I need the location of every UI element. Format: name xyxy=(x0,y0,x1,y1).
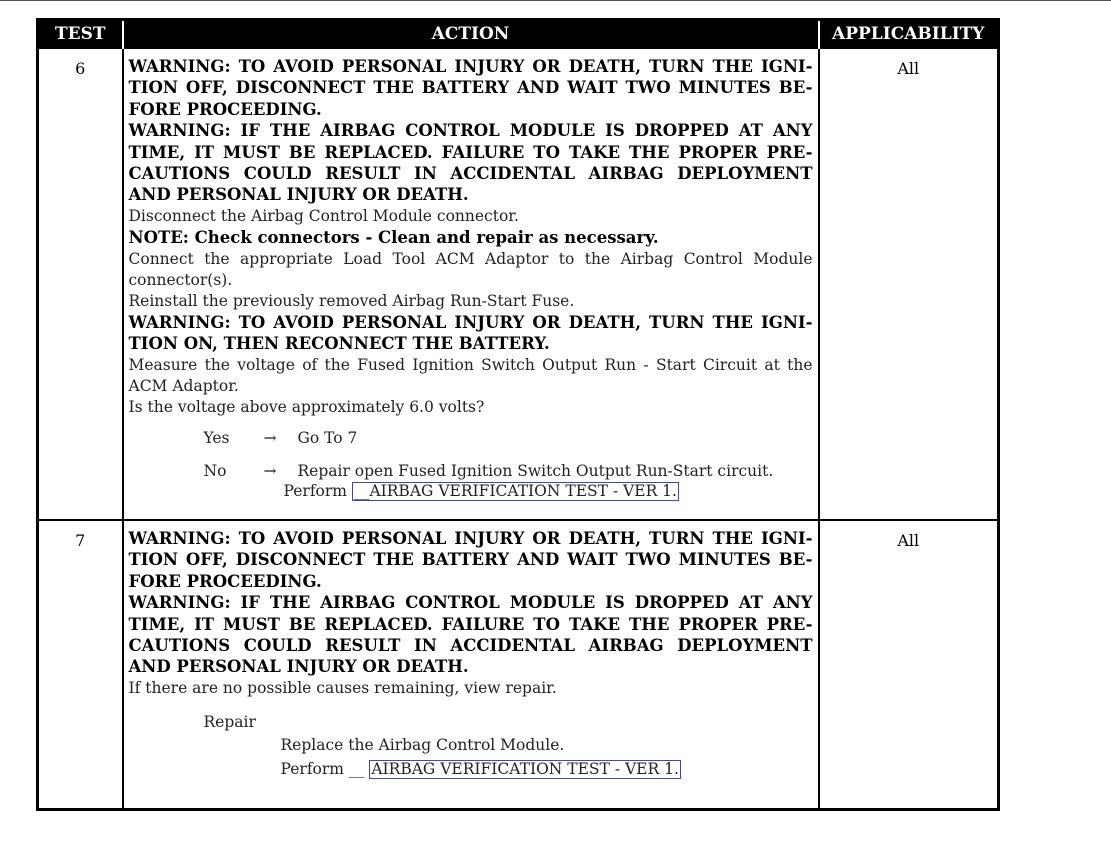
action-cell xyxy=(123,48,819,520)
yes-label: Yes xyxy=(203,428,230,447)
yes-row xyxy=(129,428,813,448)
table-row xyxy=(38,520,999,809)
perform-line xyxy=(281,757,813,781)
note-text: NOTE: Check connectors - Clean and repair as necessary. xyxy=(128,227,659,247)
repair-block xyxy=(129,711,813,781)
table-header-row xyxy=(38,20,999,49)
perform-line xyxy=(284,481,813,501)
repair-action: Replace the Airbag Control Module. xyxy=(280,735,565,754)
table-row xyxy=(38,48,999,520)
warning-text: WARNING: TO AVOID PERSONAL INJURY OR DEATH, TURN THE IGNI-TION OFF, DISCONNECT THE BATTERY AND WAIT TWO MINUTES BE-FORE PROCEEDING. xyxy=(128,57,813,119)
arrow-icon: → xyxy=(263,428,277,447)
header-action: ACTION xyxy=(123,20,819,49)
action-cell xyxy=(123,520,819,809)
no-row xyxy=(129,461,813,481)
step-text: Connect the appropriate Load Tool ACM Adaptor to the Airbag Control Module connector(s). xyxy=(128,249,813,289)
warning-text: WARNING: IF THE AIRBAG CONTROL MODULE IS DROPPED AT ANY TIME, IT MUST BE REPLACED. FAILURE TO TAKE THE PROPER PRE-CAUTIONS COULD RESULT IN ACCIDENTAL AIRBAG DEPLOYMENT AND PERSONAL INJURY OR DEATH. xyxy=(128,121,813,205)
test-number: 7 xyxy=(38,520,123,809)
arrow-icon: → xyxy=(263,461,277,480)
perform-label: Perform xyxy=(283,481,347,500)
applicability-value: All xyxy=(819,520,999,809)
page-top-rule xyxy=(0,0,1111,1)
no-label: No xyxy=(203,461,227,480)
header-applicability: APPLICABILITY xyxy=(819,20,999,49)
warning-text: WARNING: TO AVOID PERSONAL INJURY OR DEATH, TURN THE IGNI-TION ON, THEN RECONNECT THE BATTERY. xyxy=(128,312,813,354)
step-text: Measure the voltage of the Fused Ignition Switch Output Run - Start Circuit at the ACM Adaptor. xyxy=(128,355,813,395)
warning-text: WARNING: IF THE AIRBAG CONTROL MODULE IS DROPPED AT ANY TIME, IT MUST BE REPLACED. FAILURE TO TAKE THE PROPER PRE-CAUTIONS COULD RESULT IN ACCIDENTAL AIRBAG DEPLOYMENT AND PERSONAL INJURY OR DEATH. xyxy=(128,593,813,677)
repair-label: Repair xyxy=(203,712,256,731)
no-action: Repair open Fused Ignition Switch Output Run-Start circuit. xyxy=(297,461,774,480)
header-test: TEST xyxy=(38,20,123,49)
step-text: Reinstall the previously removed Airbag Run-Start Fuse. xyxy=(128,291,575,310)
perform-label: Perform __ xyxy=(280,759,365,778)
airbag-verification-test-link[interactable]: AIRBAG VERIFICATION TEST - VER 1. xyxy=(371,759,679,778)
question-text: Is the voltage above approximately 6.0 volts? xyxy=(128,397,485,416)
warning-text: WARNING: TO AVOID PERSONAL INJURY OR DEATH, TURN THE IGNI-TION OFF, DISCONNECT THE BATTERY AND WAIT TWO MINUTES BE-FORE PROCEEDING. xyxy=(128,529,813,591)
test-number: 6 xyxy=(38,48,123,520)
yes-no-branch xyxy=(129,428,813,501)
applicability-value: All xyxy=(819,48,999,520)
yes-action: Go To 7 xyxy=(297,428,358,447)
airbag-verification-test-link[interactable]: __AIRBAG VERIFICATION TEST - VER 1. xyxy=(353,481,677,500)
step-text: Disconnect the Airbag Control Module connector. xyxy=(128,206,519,225)
step-text: If there are no possible causes remaining, view repair. xyxy=(128,678,557,697)
diagnostic-test-table xyxy=(36,18,1000,811)
